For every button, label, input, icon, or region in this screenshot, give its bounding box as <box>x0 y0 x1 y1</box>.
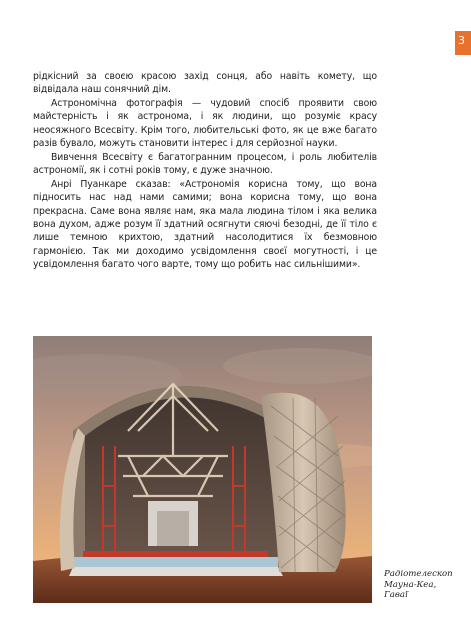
caption-line: Мауна-Кеа, <box>384 579 437 590</box>
paragraph-4: Анрі Пуанкаре сказав: «Астрономія корисна тому, що вона підносить нас над нами самими; вона корисна тому, що вона прекрасна. Саме вона являє нам, яка мала людина тілом і яка велика вона духом, адже розум її здатний осягнути сяючі безодні, де її тіло є лише темною крихтою, здатний насолодитися їх безмовною гармонією. Так ми доходимо усвідомлення своєї могутності, і це усвідомлення багато чого варте, тому що робить нас сильнішими». <box>33 178 377 271</box>
paragraph-1: рідкісний за своєю красою захід сонця, або навіть комету, що відвідала наш сонячний дім. <box>33 71 377 96</box>
observatory-building <box>60 384 346 576</box>
body-text <box>33 70 377 272</box>
page-number: 3 <box>458 34 465 47</box>
figure-caption <box>384 569 468 601</box>
paragraph-3: Вивчення Всесвіту є багатогранним процесом, і роль любителів астрономії, як і сотні років тому, є дуже значною. <box>33 151 377 177</box>
telescope-photo <box>33 336 372 603</box>
paragraph-2: Астрономічна фотографія — чудовий спосіб проявити свою майстерність і як астронома, і як людини, що розуміє красу неосяжного Всесвіту. Крім того, любительські фото, як це вже багато разів бувало, можуть становити інтерес і для серйозної науки. <box>33 97 377 150</box>
page-number-tab <box>455 31 471 55</box>
caption-line: Гаваї <box>384 590 408 600</box>
caption-line: Радіотелескоп <box>384 569 453 579</box>
